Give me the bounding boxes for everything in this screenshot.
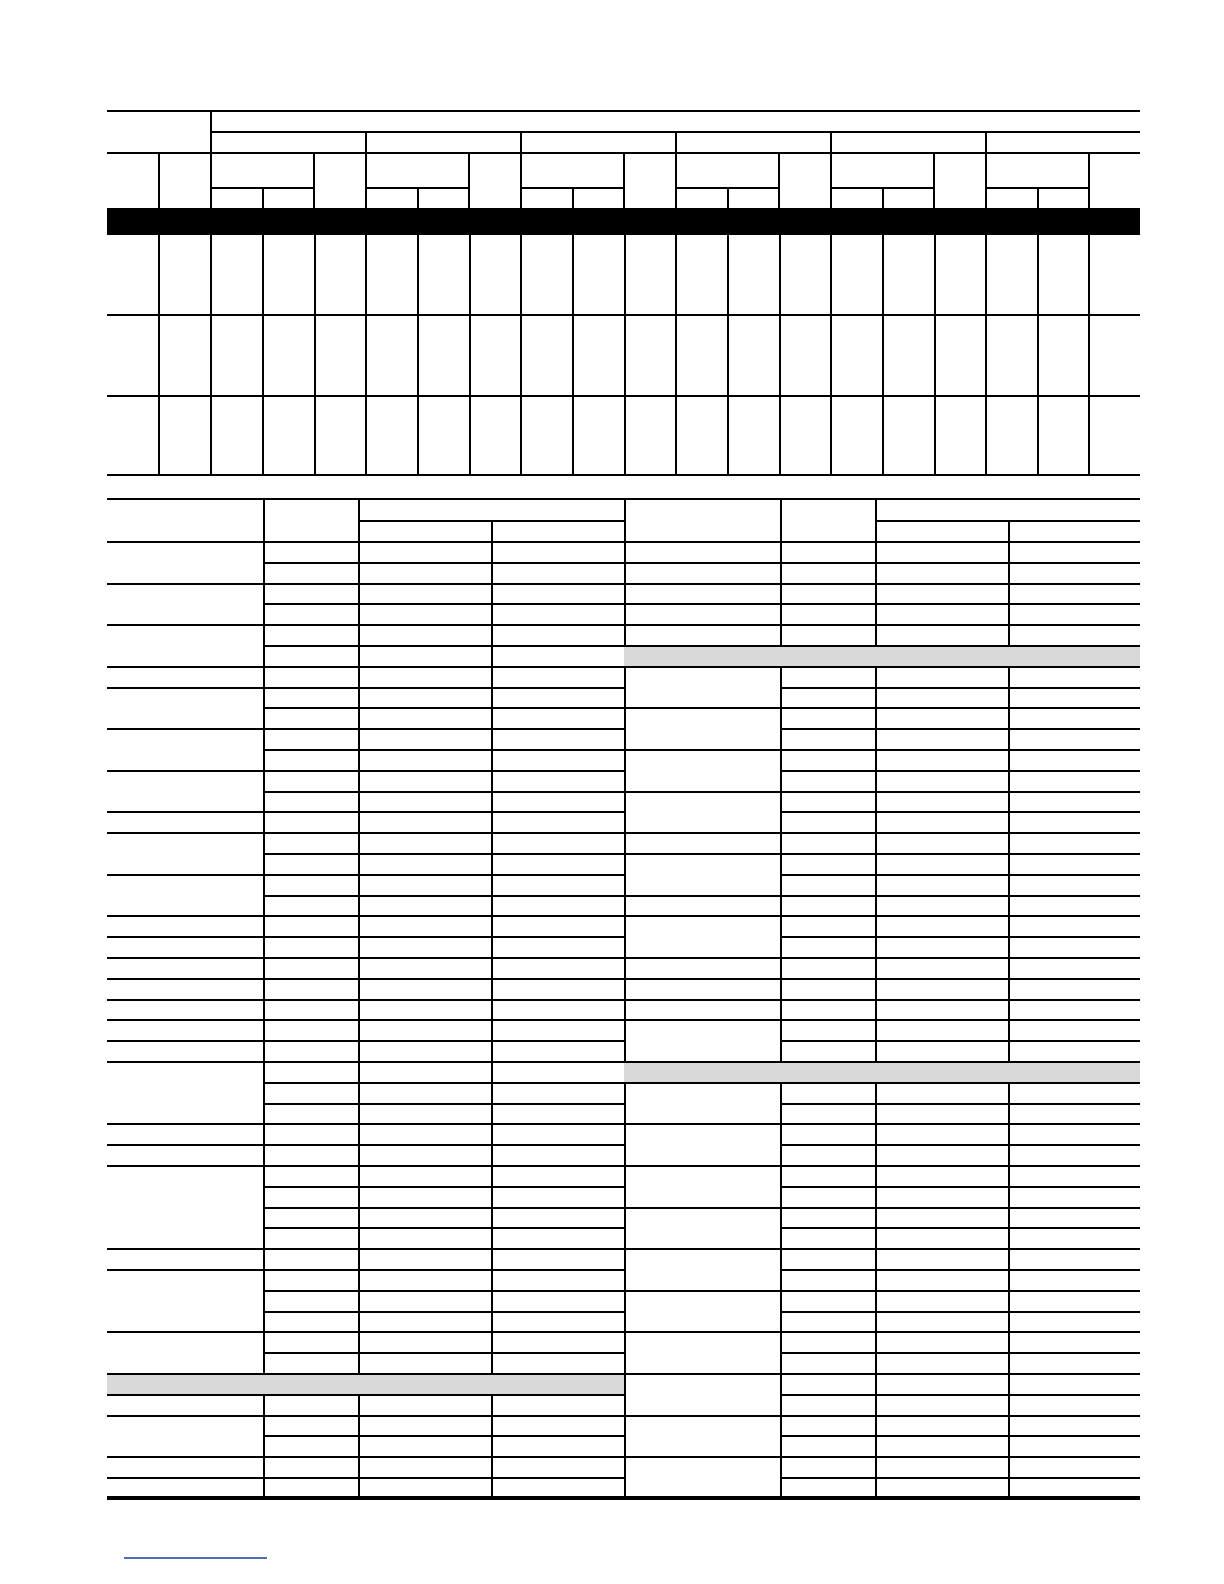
table-row-rule (780, 1207, 1140, 1209)
table-row-rule (263, 1207, 624, 1209)
table-row-rule (107, 583, 263, 585)
table-row-rule (107, 978, 263, 980)
table-row-rule (780, 811, 1140, 813)
sub-split-divider (572, 187, 574, 209)
table-row-rule (107, 811, 263, 813)
sub-split-divider (417, 187, 419, 209)
table-row-rule (263, 1394, 624, 1396)
table-row-rule (263, 1311, 624, 1313)
table-row-rule (624, 1331, 780, 1333)
table-row-rule (263, 1331, 624, 1333)
table-row-rule (263, 1477, 624, 1479)
table-row-rule (624, 1415, 780, 1417)
sub-split-divider (262, 187, 264, 209)
table-row-rule (780, 666, 1140, 668)
table-row-rule (780, 1415, 1140, 1417)
table-row-rule (780, 1352, 1140, 1354)
table-row-rule (780, 603, 1140, 605)
table-row-rule (624, 999, 780, 1001)
table-row-rule (107, 1040, 263, 1042)
table-row-rule (780, 915, 1140, 917)
table-row-rule (780, 1331, 1140, 1333)
body-column-divider (417, 235, 419, 475)
group-divider (365, 131, 367, 153)
table-row-rule (263, 583, 624, 585)
table-row-rule (263, 603, 624, 605)
body-column-divider (158, 235, 160, 475)
table-row-rule (624, 895, 780, 897)
body-column-divider (210, 235, 212, 475)
header-band (107, 208, 1140, 235)
table-row-rule (263, 978, 624, 980)
footer-link[interactable] (124, 1557, 267, 1559)
sub-column-divider (830, 152, 832, 209)
body-column-divider (1037, 235, 1039, 475)
table-row-rule (624, 666, 780, 668)
table-row-rule (780, 1144, 1140, 1146)
table-row-rule (107, 874, 263, 876)
table-row-rule (107, 624, 263, 626)
table-row-rule (780, 791, 1140, 793)
table-row-rule (263, 749, 624, 751)
table-row-rule (780, 562, 1140, 564)
lower-header-split-divider (491, 520, 493, 541)
sub-column-divider (210, 152, 212, 209)
table-row-rule (780, 1165, 1140, 1167)
table-row-rule (780, 999, 1140, 1001)
group-divider (985, 131, 987, 153)
table-row-rule (263, 1456, 624, 1458)
table-row-rule (780, 1227, 1140, 1229)
body-column-divider (314, 235, 316, 475)
table-row-rule (263, 1123, 624, 1125)
table-row-rule (263, 791, 624, 793)
table-row-rule (780, 1311, 1140, 1313)
lower-header-divider (780, 498, 782, 541)
body-column-divider (520, 235, 522, 475)
table-row-rule (624, 1373, 780, 1375)
body-column-divider (985, 235, 987, 475)
table-row-rule (780, 770, 1140, 772)
body-column-divider (1088, 235, 1090, 475)
table-row-rule (263, 1269, 624, 1271)
body-column-divider (262, 235, 264, 475)
table-row-rule (107, 770, 263, 772)
sub-split-divider (1037, 187, 1039, 209)
table-row-rule (624, 1207, 780, 1209)
table-row-rule (780, 895, 1140, 897)
body-column-divider (830, 235, 832, 475)
table-row-rule (780, 1290, 1140, 1292)
upper-table-bottom-rule (107, 474, 1140, 476)
table-row-rule (780, 936, 1140, 938)
table-row-rule (780, 749, 1140, 751)
table-row-rule (263, 1165, 624, 1167)
sub-column-divider (520, 152, 522, 209)
table-row-rule (780, 1477, 1140, 1479)
table-row-rule (780, 1019, 1140, 1021)
body-column-divider (779, 235, 781, 475)
group-divider (675, 131, 677, 153)
table-row-rule (780, 978, 1140, 980)
sub-column-divider (985, 152, 987, 209)
table-row-rule (624, 1082, 780, 1084)
table-row-rule (780, 957, 1140, 959)
table-row-rule (780, 624, 1140, 626)
table-row-rule (624, 583, 780, 585)
table-row-rule (624, 832, 780, 834)
table-row-rule (263, 1082, 624, 1084)
table-row-rule (107, 395, 1140, 397)
table-row-rule (107, 1248, 263, 1250)
table-row-rule (624, 791, 780, 793)
table-row-rule (624, 1456, 780, 1458)
lower-header-divider (358, 498, 360, 541)
table-row-rule (107, 1019, 263, 1021)
sub-column-divider (313, 152, 315, 209)
body-column-divider (675, 235, 677, 475)
sub-column-divider (675, 152, 677, 209)
upper-table-top-rule (107, 110, 1140, 112)
body-column-divider (934, 235, 936, 475)
sub-column-divider (468, 152, 470, 209)
shaded-band-left (107, 1375, 624, 1394)
sub-column-divider (623, 152, 625, 209)
table-row-rule (107, 1331, 263, 1333)
table-row-rule (780, 1040, 1140, 1042)
table-row-rule (263, 1186, 624, 1188)
table-row-rule (107, 1165, 263, 1167)
table-row-rule (263, 645, 624, 647)
sub-column-divider (365, 152, 367, 209)
table-row-rule (780, 541, 1140, 543)
table-row-rule (624, 853, 780, 855)
table-row-rule (107, 541, 263, 543)
group-divider (520, 131, 522, 153)
table-row-rule (107, 1498, 263, 1500)
table-row-rule (780, 1456, 1140, 1458)
table-row-rule (780, 1186, 1140, 1188)
table-row-rule (780, 1269, 1140, 1271)
table-row-rule (624, 1290, 780, 1292)
table-row-rule (263, 624, 624, 626)
table-row-rule (263, 1144, 624, 1146)
table-row-rule (624, 1165, 780, 1167)
table-row-rule (780, 1248, 1140, 1250)
table-row-rule (107, 314, 1140, 316)
table-row-rule (107, 1123, 263, 1125)
table-row-rule (624, 1248, 780, 1250)
table-row-rule (263, 666, 624, 668)
table-row-rule (780, 1394, 1140, 1396)
table-row-rule (107, 728, 263, 730)
table-row-rule (107, 1144, 263, 1146)
table-row-rule (624, 915, 780, 917)
table-row-rule (107, 915, 263, 917)
lower-header-divider (263, 498, 265, 541)
table-row-rule (624, 624, 780, 626)
table-row-rule (263, 957, 624, 959)
table-row-rule (624, 978, 780, 980)
table-row-rule (107, 1269, 263, 1271)
shaded-band-right (624, 1063, 1140, 1082)
table-row-rule (780, 1373, 1140, 1375)
table-row-rule (107, 832, 263, 834)
table-row-rule (263, 687, 624, 689)
table-row-rule (780, 728, 1140, 730)
body-column-divider (624, 235, 626, 475)
table-row-rule (780, 1103, 1140, 1105)
table-row-rule (263, 1227, 624, 1229)
group-divider (830, 131, 832, 153)
table-row-rule (107, 1394, 263, 1396)
table-row-rule (263, 811, 624, 813)
table-row-rule (780, 853, 1140, 855)
table-row-rule (107, 1477, 263, 1479)
table-row-rule (263, 832, 624, 834)
table-row-rule (263, 707, 624, 709)
body-column-divider (882, 235, 884, 475)
table-row-rule (624, 957, 780, 959)
sub-column-divider (933, 152, 935, 209)
table-row-rule (263, 936, 624, 938)
table-row-rule (780, 687, 1140, 689)
table-row-rule (107, 999, 263, 1001)
table-row-rule (624, 562, 780, 564)
table-row-rule (263, 728, 624, 730)
group-divider (210, 131, 212, 153)
table-row-rule (263, 1415, 624, 1417)
table-row-rule (780, 1435, 1140, 1437)
table-row-rule (263, 1498, 624, 1500)
table-row-rule (107, 1456, 263, 1458)
lower-table-bottom-rule (107, 1496, 1140, 1498)
table-row-rule (780, 1082, 1140, 1084)
table-row-rule (263, 874, 624, 876)
table-row-rule (263, 1248, 624, 1250)
body-column-divider (572, 235, 574, 475)
table-row-rule (107, 666, 263, 668)
table-row-rule (780, 1498, 1140, 1500)
table-row-rule (263, 1435, 624, 1437)
table-row-rule (624, 541, 780, 543)
shaded-band-right (624, 647, 1140, 666)
table-row-rule (624, 749, 780, 751)
lower-header-divider (875, 498, 877, 541)
table-row-rule (107, 957, 263, 959)
table-row-rule (780, 707, 1140, 709)
table-row-rule (624, 1123, 780, 1125)
table-row-rule (624, 603, 780, 605)
body-column-divider (469, 235, 471, 475)
table-row-rule (263, 541, 624, 543)
table-row-rule (624, 1019, 780, 1021)
table-row-rule (107, 936, 263, 938)
table-row-rule (263, 1103, 624, 1105)
sub-split-divider (727, 187, 729, 209)
table-row-rule (263, 1019, 624, 1021)
sub-column-divider (1088, 152, 1090, 209)
table-row-rule (263, 1352, 624, 1354)
body-column-divider (365, 235, 367, 475)
table-row-rule (624, 707, 780, 709)
table-row-rule (263, 1061, 624, 1063)
table-row-rule (263, 895, 624, 897)
table-row-rule (263, 562, 624, 564)
table-row-rule (780, 832, 1140, 834)
table-row-rule (624, 1498, 780, 1500)
table-row-rule (780, 583, 1140, 585)
sub-split-divider (882, 187, 884, 209)
table-row-rule (263, 1040, 624, 1042)
row-label-divider (158, 152, 160, 209)
table-row-rule (107, 1415, 263, 1417)
sub-column-divider (778, 152, 780, 209)
body-column-divider (727, 235, 729, 475)
table-row-rule (263, 770, 624, 772)
table-row-rule (107, 1061, 263, 1063)
lower-header-split-divider (1008, 520, 1010, 541)
table-row-rule (263, 853, 624, 855)
table-row-rule (263, 915, 624, 917)
table-row-rule (780, 874, 1140, 876)
table-row-rule (263, 999, 624, 1001)
lower-header-divider (624, 498, 626, 541)
table-row-rule (780, 1123, 1140, 1125)
table-row-rule (107, 687, 263, 689)
table-row-rule (263, 1290, 624, 1292)
